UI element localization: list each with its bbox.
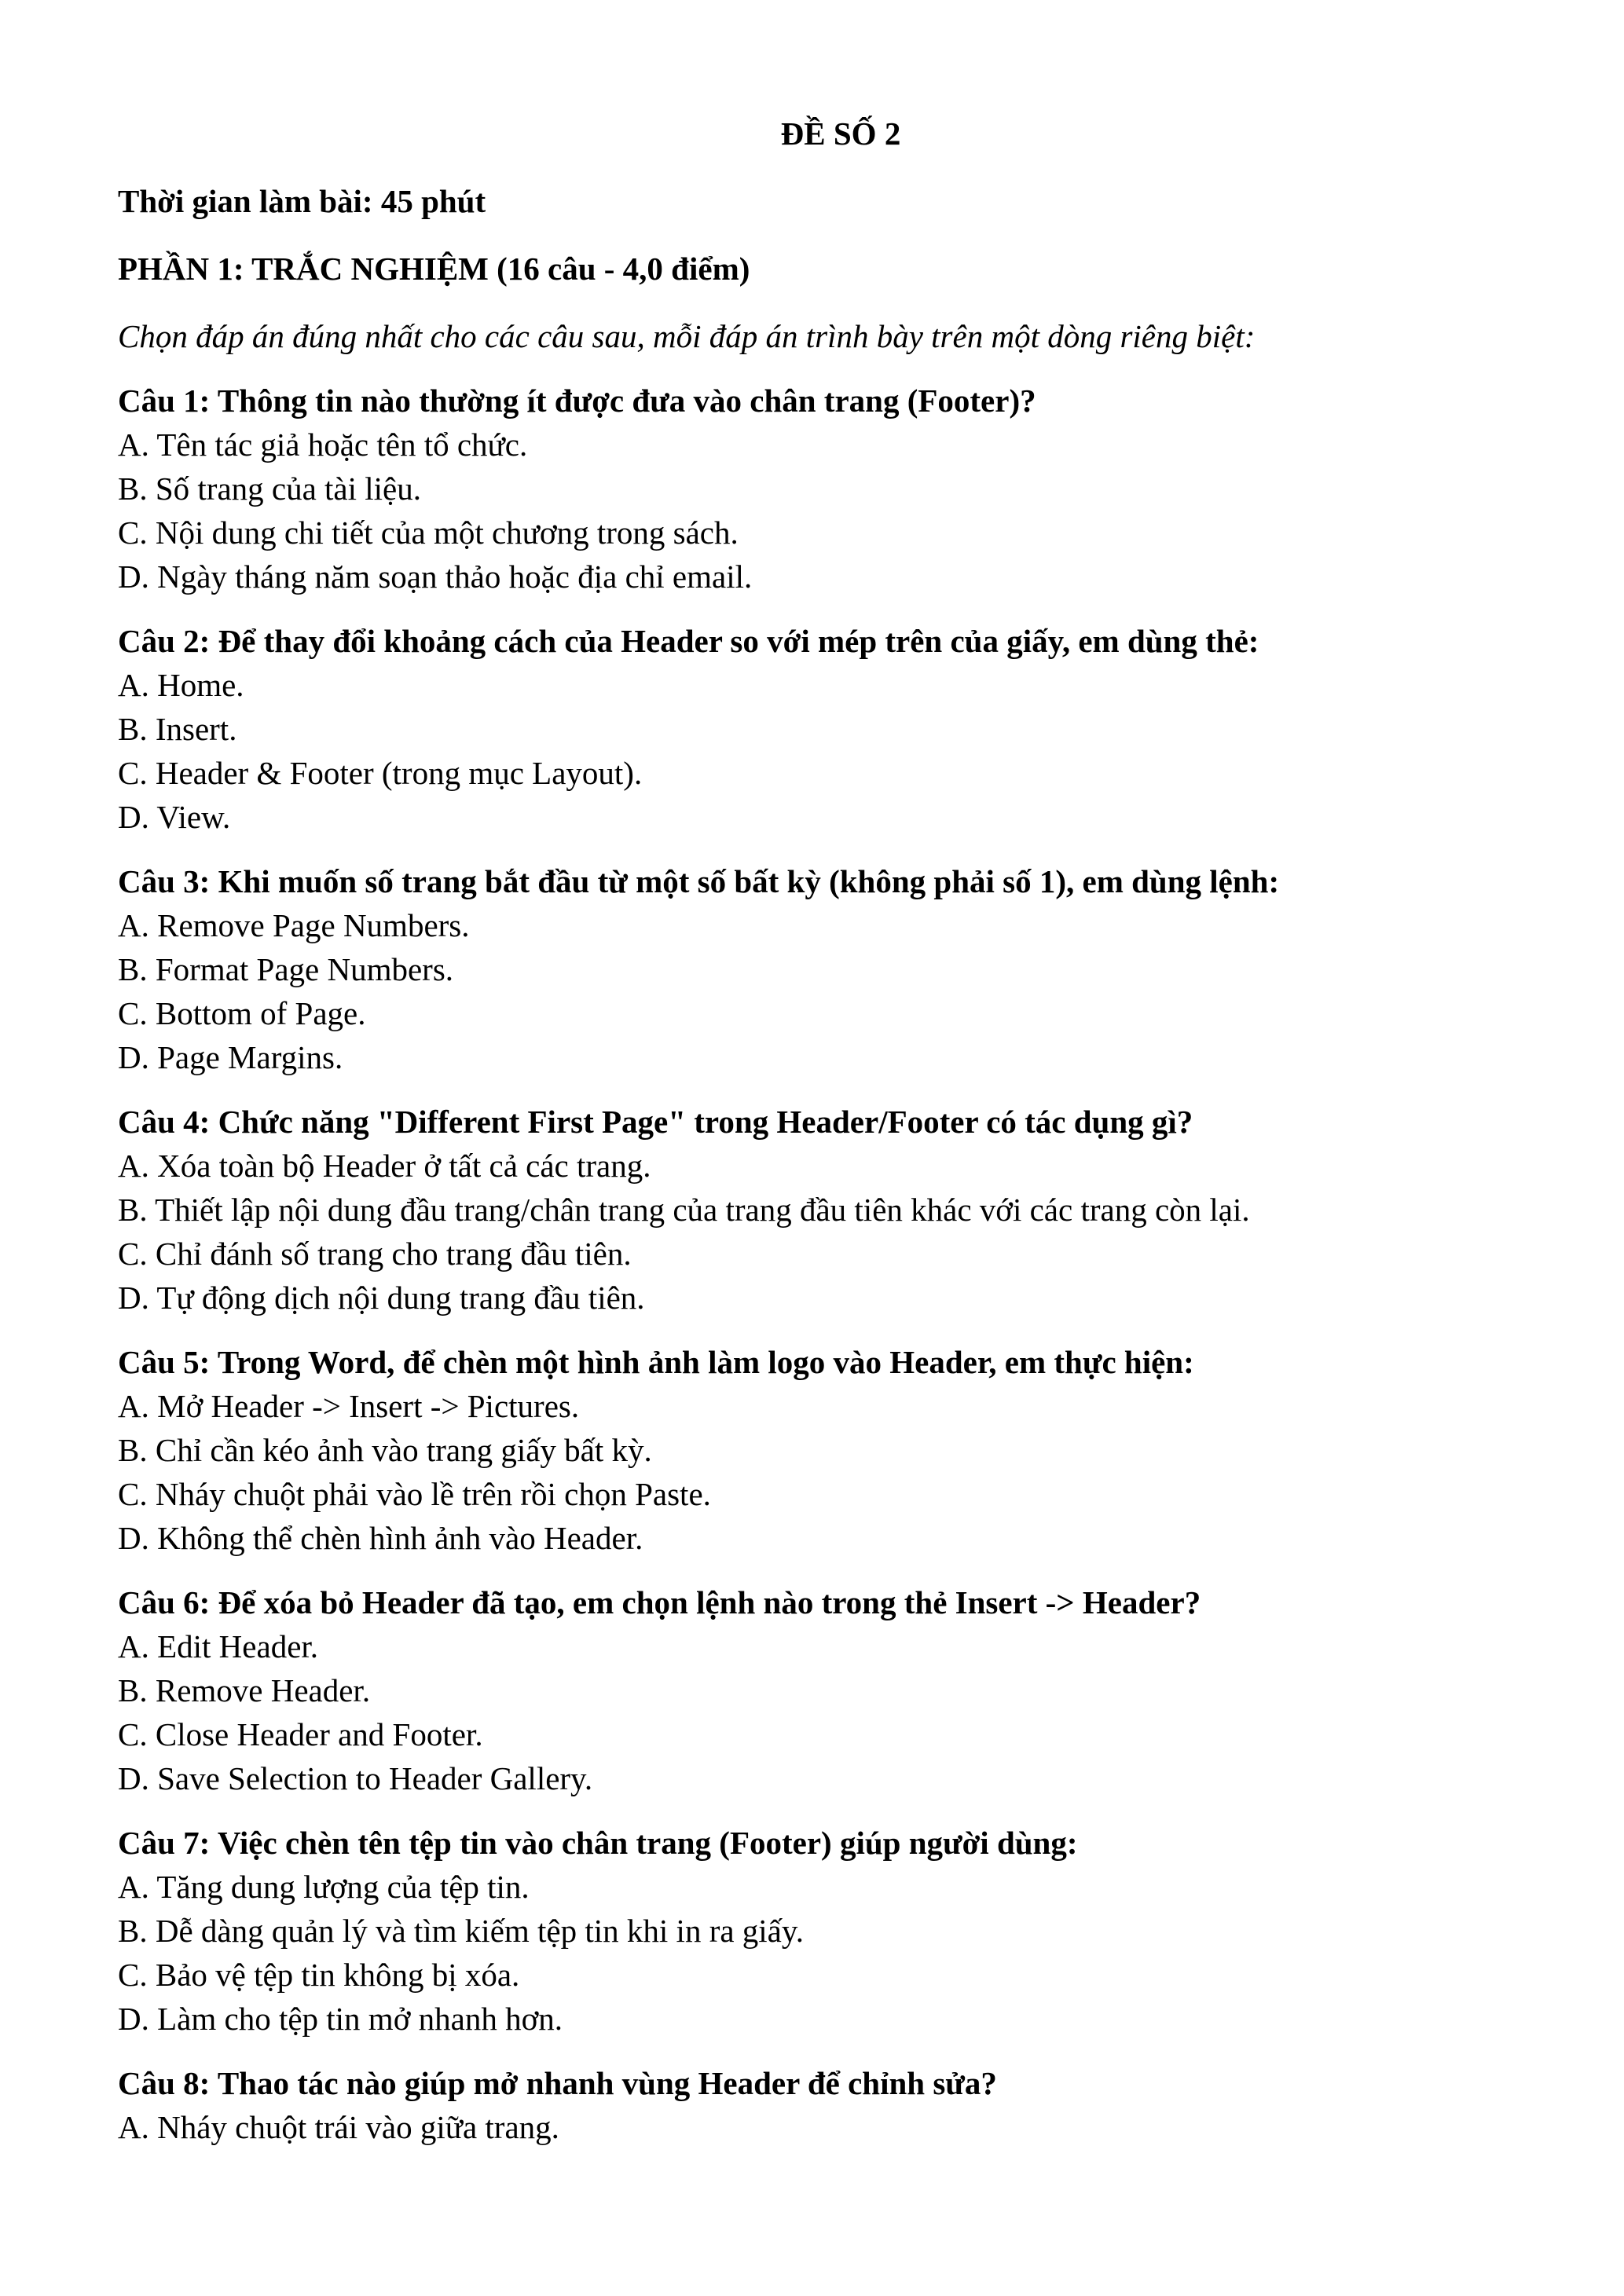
option-d: D. Tự động dịch nội dung trang đầu tiên.: [118, 1280, 645, 1316]
option-a: A. Tăng dung lượng của tệp tin.: [118, 1869, 530, 1905]
option-b: B. Dễ dàng quản lý và tìm kiếm tệp tin khi in ra giấy.: [118, 1913, 804, 1949]
section-title: PHẦN 1: TRẮC NGHIỆM (16 câu - 4,0 điểm): [118, 251, 750, 287]
option-b: B. Remove Header.: [118, 1672, 371, 1708]
option-d: D. Page Margins.: [118, 1039, 343, 1075]
question-text: Câu 2: Để thay đổi khoảng cách của Header so với mép trên của giấy, em dùng thẻ:: [118, 623, 1259, 659]
option-c: C. Header & Footer (trong mục Layout).: [118, 755, 643, 791]
question-text: Câu 1: Thông tin nào thường ít được đưa vào chân trang (Footer)?: [118, 383, 1036, 419]
option-a: A. Tên tác giả hoặc tên tổ chức.: [118, 427, 528, 463]
option-a: A. Home.: [118, 667, 244, 703]
option-d: D. Không thể chèn hình ảnh vào Header.: [118, 1520, 643, 1556]
instruction-text: Chọn đáp án đúng nhất cho các câu sau, mỗi đáp án trình bày trên một dòng riêng biệt:: [118, 318, 1256, 354]
option-c: C. Nháy chuột phải vào lề trên rồi chọn Paste.: [118, 1476, 711, 1512]
option-b: B. Chỉ cần kéo ảnh vào trang giấy bất kỳ.: [118, 1432, 652, 1468]
question-3: [118, 859, 1516, 1079]
option-d: D. View.: [118, 799, 231, 835]
question-text: Câu 4: Chức năng "Different First Page" trong Header/Footer có tác dụng gì?: [118, 1104, 1193, 1140]
question-4: [118, 1100, 1516, 1320]
option-d: D. Làm cho tệp tin mở nhanh hơn.: [118, 2001, 563, 2037]
option-b: B. Format Page Numbers.: [118, 951, 454, 987]
question-text: Câu 8: Thao tác nào giúp mở nhanh vùng Header để chỉnh sửa?: [118, 2065, 997, 2101]
option-a: A. Remove Page Numbers.: [118, 907, 470, 943]
option-a: A. Mở Header -> Insert -> Pictures.: [118, 1388, 580, 1424]
question-2: [118, 619, 1516, 839]
time-limit: Thời gian làm bài: 45 phút: [118, 183, 486, 219]
option-d: D. Ngày tháng năm soạn thảo hoặc địa chỉ email.: [118, 558, 753, 595]
option-c: C. Close Header and Footer.: [118, 1716, 483, 1752]
option-c: C. Chỉ đánh số trang cho trang đầu tiên.: [118, 1236, 632, 1272]
option-c: C. Bottom of Page.: [118, 995, 366, 1031]
option-c: C. Nội dung chi tiết của một chương trong sách.: [118, 514, 739, 551]
option-b: B. Thiết lập nội dung đầu trang/chân trang của trang đầu tiên khác với các trang còn lại.: [118, 1192, 1250, 1228]
question-1: [118, 379, 1516, 599]
question-text: Câu 6: Để xóa bỏ Header đã tạo, em chọn lệnh nào trong thẻ Insert -> Header?: [118, 1584, 1201, 1620]
option-a: A. Edit Header.: [118, 1628, 319, 1664]
option-a: A. Nháy chuột trái vào giữa trang.: [118, 2109, 559, 2145]
question-text: Câu 5: Trong Word, để chèn một hình ảnh làm logo vào Header, em thực hiện:: [118, 1344, 1194, 1380]
option-d: D. Save Selection to Header Gallery.: [118, 1760, 593, 1796]
question-7: [118, 1821, 1516, 2041]
question-text: Câu 7: Việc chèn tên tệp tin vào chân trang (Footer) giúp người dùng:: [118, 1825, 1078, 1861]
option-a: A. Xóa toàn bộ Header ở tất cả các trang.: [118, 1148, 651, 1184]
option-c: C. Bảo vệ tệp tin không bị xóa.: [118, 1957, 520, 1993]
question-8: [118, 2061, 1516, 2149]
question-text: Câu 3: Khi muốn số trang bắt đầu từ một số bất kỳ (không phải số 1), em dùng lệnh:: [118, 863, 1280, 899]
exam-title: ĐỀ SỐ 2: [780, 115, 901, 152]
option-b: B. Số trang của tài liệu.: [118, 471, 421, 507]
exam-page: [118, 112, 1516, 2170]
option-b: B. Insert.: [118, 711, 237, 747]
question-6: [118, 1580, 1516, 1800]
question-5: [118, 1340, 1516, 1560]
